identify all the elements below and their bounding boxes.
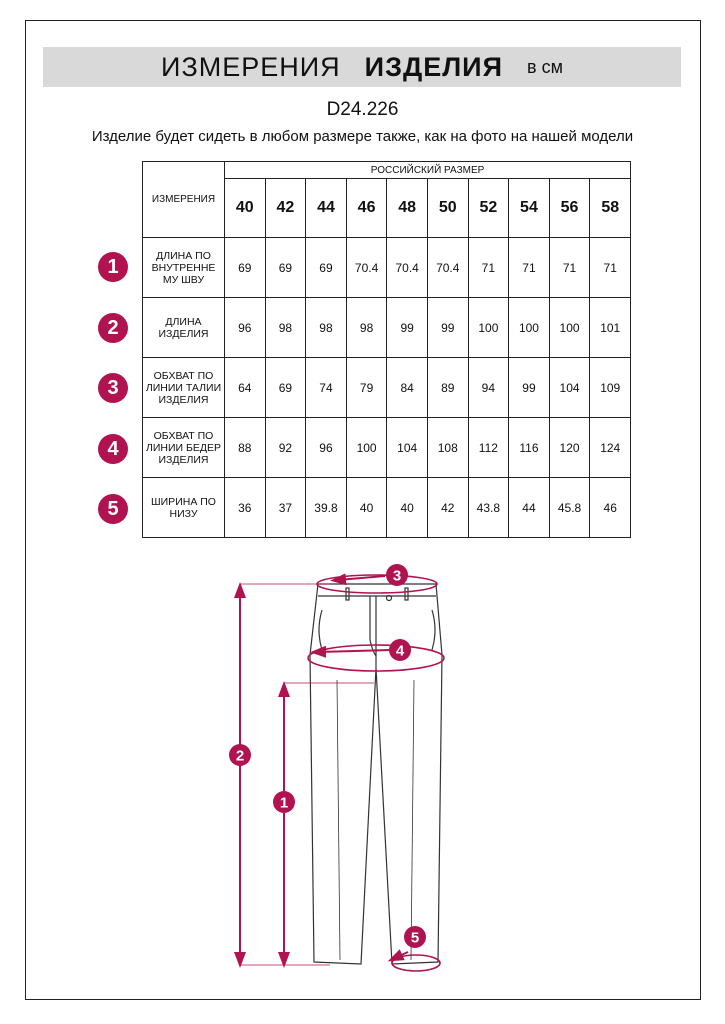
row-badge-3: 3 [98,373,128,403]
drawing-badge-3-label: 3 [392,567,402,585]
table-cell: 108 [427,418,468,478]
table-cell: 71 [509,238,550,298]
title-part-2: ИЗДЕЛИЯ [364,51,503,82]
drawing-badge-1-label: 1 [279,794,289,812]
table-cell: 40 [346,478,387,538]
row-badge-1: 1 [98,252,128,282]
table-cell: 69 [306,238,347,298]
table-cell: 40 [387,478,428,538]
table-cell: 70.4 [387,238,428,298]
table-cell: 100 [468,298,509,358]
table-cell: 42 [427,478,468,538]
table-cell: 116 [509,418,550,478]
table-cell: 46 [590,478,631,538]
row-badge-2: 2 [98,313,128,343]
table-cell: 100 [549,298,590,358]
table-cell: 94 [468,358,509,418]
table-cell: 120 [549,418,590,478]
size-header: 44 [306,179,347,238]
drawing-badge-5-label: 5 [410,929,420,947]
table-cell: 124 [590,418,631,478]
table-cell: 39.8 [306,478,347,538]
table-cell: 71 [590,238,631,298]
table-cell: 79 [346,358,387,418]
trousers-outline [310,584,442,964]
size-header: 46 [346,179,387,238]
table-cell: 92 [265,418,306,478]
row-label: ОБХВАТ ПО ЛИНИИ ТАЛИИ ИЗДЕЛИЯ [143,358,225,418]
row-label: ОБХВАТ ПО ЛИНИИ БЕДЕР ИЗДЕЛИЯ [143,418,225,478]
row-label: ДЛИНА ПО ВНУТРЕННЕ МУ ШВУ [143,238,225,298]
table-cell: 45.8 [549,478,590,538]
table-cell: 96 [306,418,347,478]
table-cell: 98 [265,298,306,358]
table-cell: 104 [387,418,428,478]
size-header: 42 [265,179,306,238]
table-cell: 69 [225,238,266,298]
size-header: 58 [590,179,631,238]
table-cell: 88 [225,418,266,478]
table-cell: 69 [265,358,306,418]
table-cell: 71 [549,238,590,298]
table-cell: 98 [346,298,387,358]
drawing-badge-3 [386,564,408,586]
article-number: D24.226 [326,99,399,120]
table-cell: 99 [427,298,468,358]
drawing-badge-2-label: 2 [235,747,245,765]
measurement-header: ИЗМЕРЕНИЯ [143,162,225,238]
row-badge-4: 4 [98,434,128,464]
table-cell: 96 [225,298,266,358]
size-header: 48 [387,179,428,238]
size-header: 50 [427,179,468,238]
inseam-measure [284,683,374,960]
size-header: 40 [225,179,266,238]
table-cell: 112 [468,418,509,478]
size-header: 52 [468,179,509,238]
table-cell: 98 [306,298,347,358]
table-cell: 44 [509,478,550,538]
drawing-badge-4 [389,639,411,661]
table-cell: 99 [387,298,428,358]
size-header: 54 [509,179,550,238]
table-cell: 37 [265,478,306,538]
row-label: ДЛИНА ИЗДЕЛИЯ [143,298,225,358]
drawing-badge-1 [273,791,295,813]
size-group-header: РОССИЙСКИЙ РАЗМЕР [225,162,631,179]
table-cell: 101 [590,298,631,358]
table-cell: 70.4 [346,238,387,298]
size-header: 56 [549,179,590,238]
table-cell: 36 [225,478,266,538]
table-cell: 70.4 [427,238,468,298]
table-cell: 104 [549,358,590,418]
table-cell: 69 [265,238,306,298]
table-cell: 71 [468,238,509,298]
row-badge-5: 5 [98,494,128,524]
title-unit: в см [527,56,563,77]
table-cell: 89 [427,358,468,418]
table-cell: 84 [387,358,428,418]
table-cell: 43.8 [468,478,509,538]
table-cell: 100 [509,298,550,358]
drawing-badge-5 [404,926,426,948]
drawing-badge-4-label: 4 [395,642,405,660]
table-cell: 99 [509,358,550,418]
title-part-1: ИЗМЕРЕНИЯ [161,51,341,82]
table-cell: 100 [346,418,387,478]
drawing-badge-2 [229,744,251,766]
row-label: ШИРИНА ПО НИЗУ [143,478,225,538]
subtitle: Изделие будет сидеть в любом размере также, как на фото на нашей модели [91,128,634,145]
table-cell: 74 [306,358,347,418]
table-cell: 109 [590,358,631,418]
table-cell: 64 [225,358,266,418]
hem-measure [392,952,440,971]
